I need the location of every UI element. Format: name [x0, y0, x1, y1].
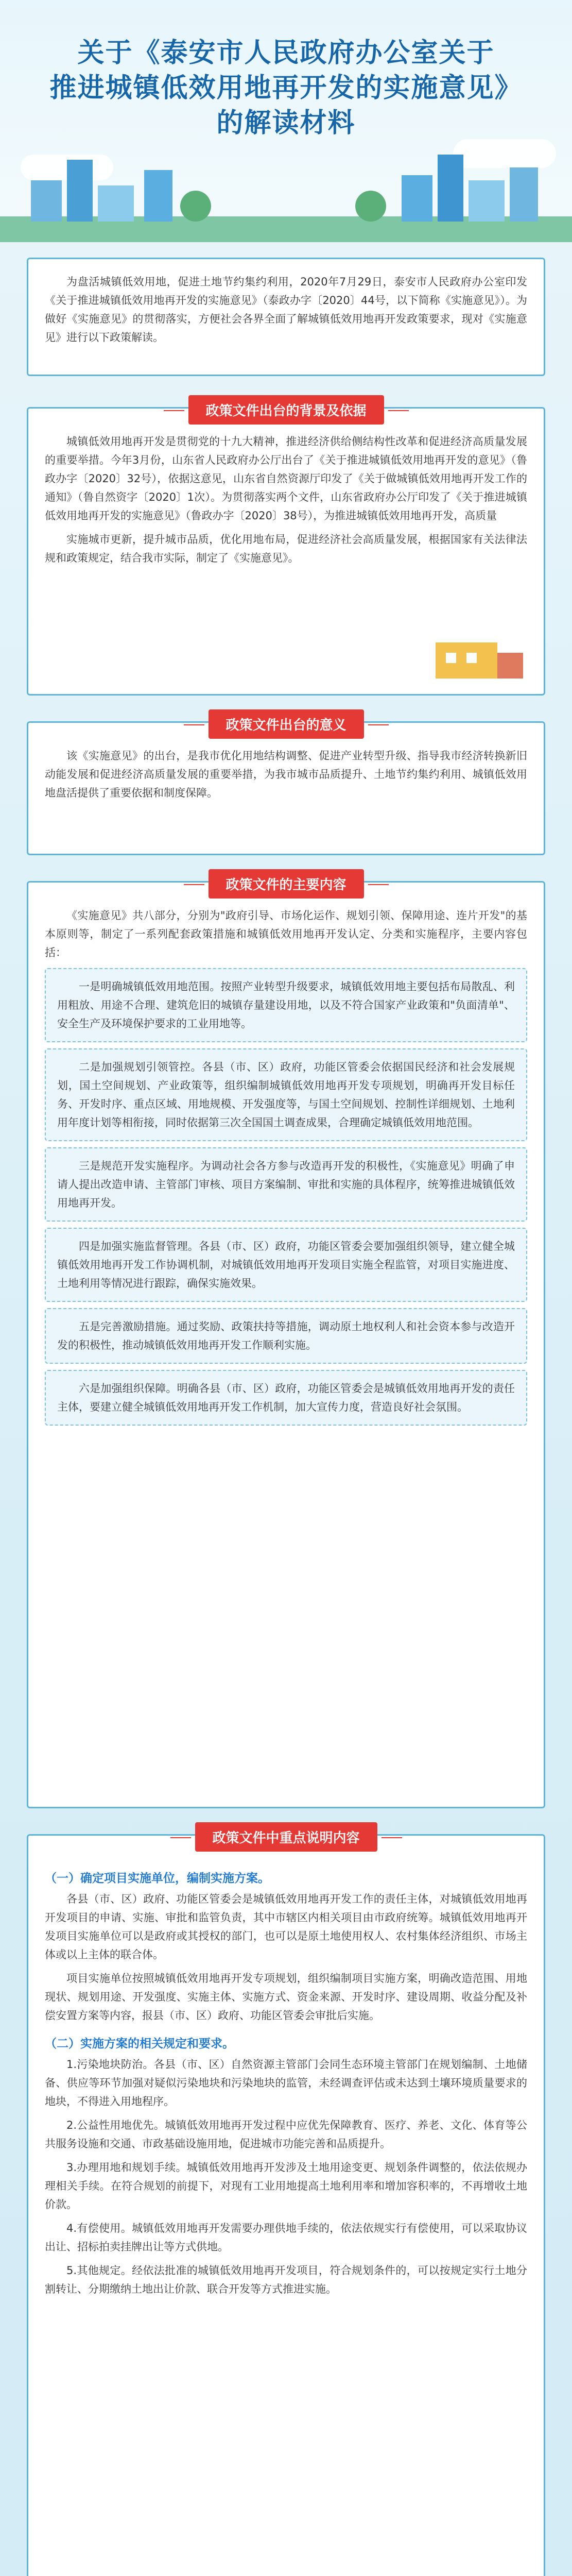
content-box	[45, 1228, 527, 1302]
content-box	[45, 1147, 527, 1222]
box-text: 二是加强规划引领管控。各县（市、区）政府，功能区管委会依据国民经济和社会发展规划，国土空间规划、产业政策等，组织编制城镇低效用地再开发专项规划，明确再开发目标任务、开发时序、重点区域、用地规模、开发强度等，与国土空间规划、控制性详细规划、土地利用年度计划等相衔接，同时依据第三次全国国土调查成果，合理确定城镇低效用地范围。	[57, 1061, 515, 1129]
section-key-points	[27, 1831, 545, 2576]
building-illustration	[430, 622, 528, 684]
page-title-line2: 推进城镇低效用地再开发的实施意见》	[49, 72, 523, 104]
content-box	[45, 968, 527, 1042]
content-box	[45, 1048, 527, 1141]
section-paragraph: 1.污染地块防治。各县（市、区）自然资源主管部门会同生态环境主管部门在规划编制、土地储备、供应等环节加强对疑似污染地块和污染地块的监管，未经调查评估或未达到土壤环境质量要求的地块，不得进入用地程序。	[45, 2058, 527, 2108]
box-text: 六是加强组织保障。明确各县（市、区）政府，功能区管委会是城镇低效用地再开发的责任主体，要建立健全城镇低效用地再开发工作机制，加大宣传力度，营造良好社会氛围。	[57, 1382, 515, 1413]
page-title-line1: 关于《泰安市人民政府办公室关于	[77, 37, 495, 69]
section-paragraph: 3.办理用地和规划手续。城镇低效用地再开发涉及土地用途变更、规划条件调整的，依法依规办理相关手续。在符合规划的前提下，对现有工业用地提高土地利用率和增加容积率的，不再增收土地价款。	[45, 2161, 527, 2211]
section-paragraph: 城镇低效用地再开发是贯彻党的十九大精神，推进经济供给侧结构性改革和促进经济高质量发展的重要举措。今年3月份，山东省人民政府办公厅出台了《关于推进城镇低效用地再开发的意见》（鲁政办字〔2020〕32号），依据这意见，山东省自然资源厅印发了《关于做城镇低效用地再开发工作的通知》（鲁自然资字〔2020〕1次）。为贯彻落实两个文件，山东省政府办公厅印发了《关于推进城镇低效用地再开发的实施意见》（鲁政办字〔2020〕38号），为推进城镇低效用地再开发，高质量	[45, 435, 527, 522]
subsection-heading: （一）确定项目实施单位，编制实施方案。	[45, 1872, 270, 1885]
section-paragraph: 4.有偿使用。城镇低效用地再开发需要办理供地手续的，依法依规实行有偿使用，可以采取协议出让、招标拍卖挂牌出让等方式供地。	[45, 2222, 527, 2253]
section-title: 政策文件的主要内容	[208, 869, 363, 899]
content-box	[45, 1370, 527, 1426]
section-paragraph: 实施城市更新，提升城市品质，优化用地布局，促进经济社会高质量发展，根据国家有关法律法规和政策规定，结合我市实际，制定了《实施意见》。	[45, 533, 527, 564]
intro-text: 为盘活城镇低效用地，促进土地节约集约利用，2020年7月29日，泰安市人民政府办公室印发《关于推进城镇低效用地再开发的实施意见》（泰政办字〔2020〕44号，以下简称《实施意见》）。为做好《实施意见》的贯彻落实，方便社会各界全面了解城镇低效用地再开发政策要求，现对《实施意见》进行以下政策解读。	[45, 276, 527, 344]
page-title-line3: 的解读材料	[216, 107, 356, 139]
section-background	[27, 403, 545, 696]
section-paragraph: 项目实施单位按照城镇低效用地再开发专项规划，组织编制项目实施方案，明确改造范围、用地现状、规划用途、开发强度、实施主体、实施方式、资金来源、开发时序、建设周期、收益分配及补偿安置方案等内容，报县（市、区）政府、功能区管委会审批后实施。	[45, 1972, 527, 2022]
box-text: 一是明确城镇低效用地范围。按照产业转型升级要求，城镇低效用地主要包括布局散乱、利用粗放、用途不合理、建筑危旧的城镇存量建设用地，以及不符合国家产业政策和"负面清单"、安全生产及环境保护要求的工业用地等。	[57, 980, 515, 1030]
header-banner	[0, 0, 572, 242]
box-text: 四是加强实施监督管理。各县（市、区）政府，功能区管委会要加强组织领导，建立健全城镇低效用地再开发工作协调机制，对城镇低效用地再开发项目实施全程监管，对项目实施进度、土地利用等情况进行跟踪，确保实施效果。	[57, 1240, 515, 1290]
section-paragraph: 《实施意见》共八部分，分别为"政府引导、市场化运作、规划引领、保障用途、连片开发"的基本原则等，制定了一系列配套政策措施和城镇低效用地再开发认定、分类和实施程序，主要内容包括：	[45, 909, 527, 959]
box-text: 五是完善激励措施。通过奖励、政策扶持等措施，调动原土地权利人和社会资本参与改造开发的积极性，推动城镇低效用地再开发工作顺利实施。	[57, 1320, 515, 1351]
content-box	[45, 1308, 527, 1364]
section-paragraph: 该《实施意见》的出台，是我市优化用地结构调整、促进产业转型升级、指导我市经济转换新旧动能发展和促进经济高质量发展的重要举措，为我市城市品质提升、土地节约集约利用、城镇低效用地盘活提供了重要依据和制度保障。	[45, 750, 527, 799]
subsection-heading: （二）实施方案的相关规定和要求。	[45, 2037, 234, 2050]
section-paragraph: 各县（市、区）政府、功能区管委会是城镇低效用地再开发工作的责任主体，对城镇低效用地再开发项目的申请、实施、审批和监管负责，其中市辖区内相关项目由市政府统筹。城镇低效用地再开发项目实施单位可以是政府或其授权的部门，也可以是原土地使用权人、农村集体经济组织、市场主体或以上主体的联合体。	[45, 1893, 527, 1961]
intro-panel	[27, 258, 545, 376]
section-title: 政策文件出台的背景及依据	[188, 395, 384, 425]
section-title: 政策文件中重点说明内容	[195, 1822, 377, 1852]
section-paragraph: 5.其他规定。经依法批准的城镇低效用地再开发项目，符合规划条件的，可以按规定实行土地分割转让、分期缴纳土地出让价款、联合开发等方式推进实施。	[45, 2264, 527, 2295]
box-text: 三是规范开发实施程序。为调动社会各方参与改造再开发的积极性，《实施意见》明确了申请人提出改造申请、主管部门审核、项目方案编制、审批和实施的具体程序，统筹推进城镇低效用地再开发。	[57, 1160, 515, 1209]
section-paragraph: 2.公益性用地优先。城镇低效用地再开发过程中应优先保障教育、医疗、养老、文化、体育等公共服务设施和交通、市政基础设施用地，促进城市功能完善和品质提升。	[45, 2119, 527, 2150]
city-skyline-illustration	[0, 139, 572, 242]
section-main-content	[27, 877, 545, 1808]
section-significance	[27, 718, 545, 855]
section-title: 政策文件出台的意义	[208, 709, 363, 739]
